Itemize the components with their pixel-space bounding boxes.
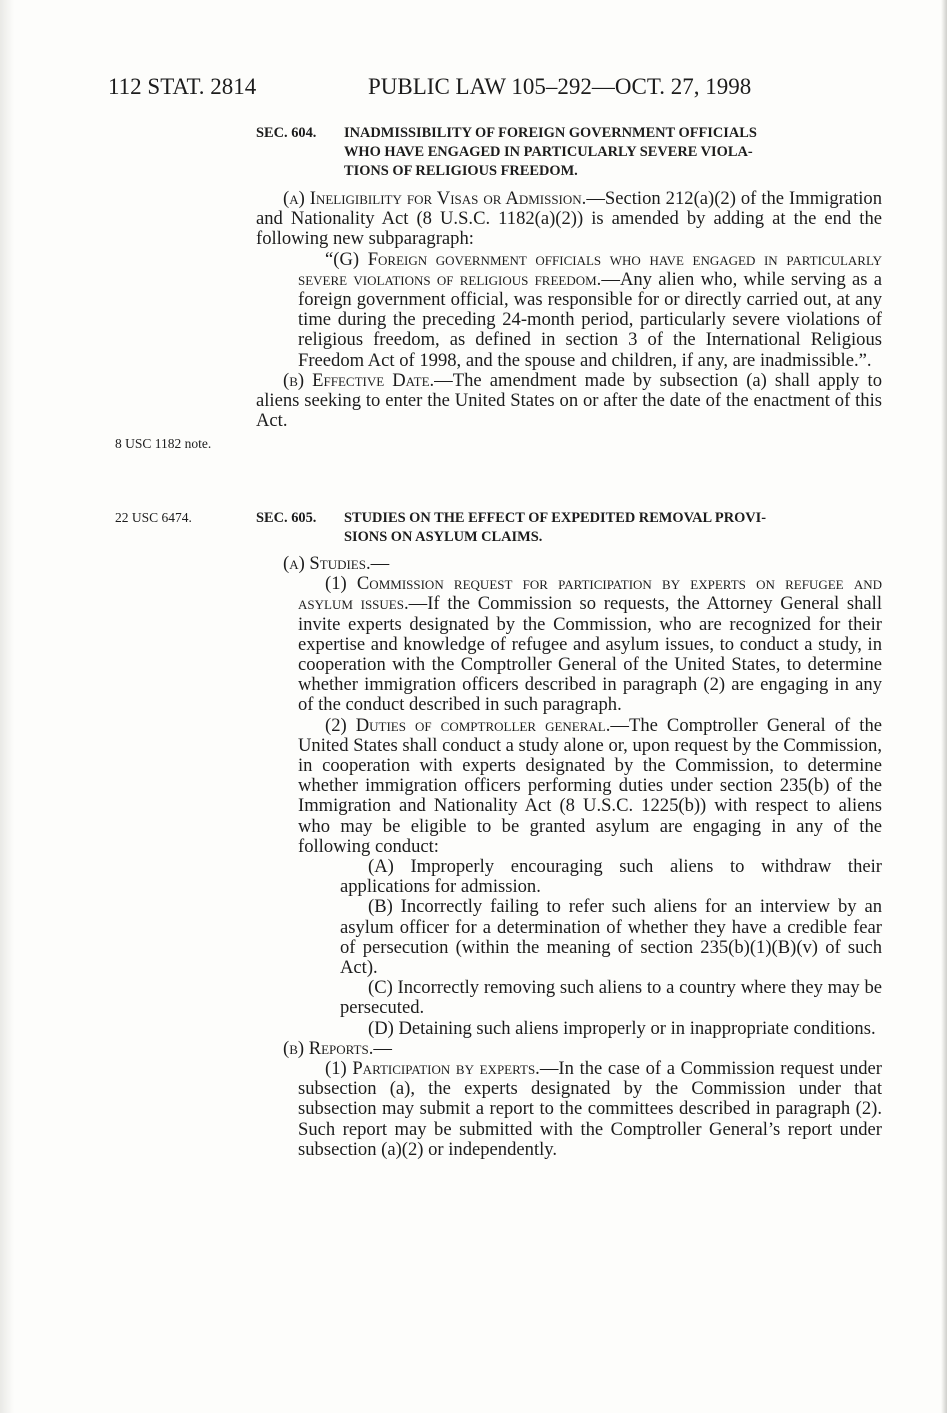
subparagraph-g <box>256 250 882 371</box>
item-c: (C) Incorrectly removing such aliens to a country where they may be persecuted. <box>340 977 882 1019</box>
paragraph-a-2-heading: (2) Duties of comptroller general. <box>325 714 611 736</box>
subsection-604-a-heading: (a) Ineligibility for Visas or Admission. <box>283 188 587 209</box>
subparagraph-g-text: —Any alien who, while serving as a foreign government official, was responsible for or directly carried out, at any time during the preceding 24-month period, particularly severe violations of religious freedom, as defined in section 3 of the International Religious Freedom Act of 1998, and the spouse and children, if any, are inadmissible.”. <box>298 268 882 371</box>
subsection-604-a-text: —Section 212(a)(2) of the Immigration and Nationality Act (8 U.S.C. 1182(a)(2)) is amended by adding at the end the following new subparagraph: <box>256 188 882 250</box>
section-605-title-line-2: SIONS ON ASYLUM CLAIMS. <box>344 529 543 545</box>
item-a: (A) Improperly encouraging such aliens to withdraw their applications for admission. <box>340 856 882 898</box>
paragraph-b-1-text: —In the case of a Commission request under subsection (a), the experts designated by the Commission under that subsection may submit a report to the committees described in paragraph (2). Such report may be submitted with the Comptroller General’s report under subsection (a)(2) or independently. <box>298 1058 882 1160</box>
subsection-604-a <box>256 189 882 250</box>
section-604-heading <box>256 124 884 181</box>
paragraph-a-1-text: —If the Commission so requests, the Attorney General shall invite experts designated by the Commission, who are recognized for their expertise and knowledge of refugee and asylum issues, to conduct a study, in cooperation with the Comptroller General of the United States, to determine whether immigration officers described in paragraph (2) are engaging in any of the conduct described in such paragraph. <box>298 593 882 716</box>
margin-note-8-usc: 8 USC 1182 note. <box>115 436 212 451</box>
paragraph-b-1 <box>256 1059 882 1160</box>
subsection-605-b-heading: (b) Reports.— <box>283 1037 392 1059</box>
running-head <box>108 74 751 100</box>
section-604-body <box>256 189 882 431</box>
paragraph-a-2-text: —The Comptroller General of the United States shall conduct a study alone or, upon request by the Commission, in cooperation with experts designated by the Commission, to determine whether immigration officers performing duties under section 235(b) of the Immigration and Nationality Act (8 U.S.C. 1225(b)) with respect to aliens who may be eligible to be granted asylum are engaging in any of the following conduct: <box>298 714 882 857</box>
scan-shadow-right <box>941 0 947 1413</box>
section-604-number: SEC. 604. <box>256 125 317 141</box>
subparagraph-g-heading: “(G) Foreign government officials who have engaged in particularly severe violations of religious freedom. <box>298 248 882 290</box>
paragraph-a-1 <box>256 574 882 715</box>
paragraph-b-1-heading: (1) Participation by experts. <box>325 1058 540 1080</box>
scan-shadow-left <box>0 0 14 1413</box>
margin-note-22-usc: 22 USC 6474. <box>115 510 192 525</box>
stat-page-number: 112 STAT. 2814 <box>108 74 257 99</box>
section-604-title-line-1: INADMISSIBILITY OF FOREIGN GOVERNMENT OFFICIALS <box>344 125 757 141</box>
section-604-title-line-2: WHO HAVE ENGAGED IN PARTICULARLY SEVERE VIOLA- <box>344 144 753 160</box>
section-605-body <box>256 554 882 1160</box>
subsection-604-b <box>256 371 882 432</box>
subsection-604-b-heading: (b) Effective Date. <box>283 369 435 391</box>
item-d: (D) Detaining such aliens improperly or in inappropriate conditions. <box>368 1017 876 1039</box>
paragraph-a-2 <box>256 716 882 857</box>
section-605-number: SEC. 605. <box>256 510 317 526</box>
subsection-605-a-heading: (a) Studies.— <box>283 553 390 574</box>
item-b: (B) Incorrectly failing to refer such aliens for an interview by an asylum officer for a determination of whether they have a credible fear of persecution (within the meaning of section 235(b)(1)(B)(v) of such Act). <box>340 896 882 979</box>
section-605-heading <box>256 509 884 547</box>
paragraph-a-1-heading: (1) Commission request for participation by experts on refugee and asylum issues. <box>298 573 882 615</box>
section-604-title-line-3: TIONS OF RELIGIOUS FREEDOM. <box>344 163 578 179</box>
section-605-title-line-1: STUDIES ON THE EFFECT OF EXPEDITED REMOVAL PROVI- <box>344 510 767 526</box>
law-citation-date: PUBLIC LAW 105–292—OCT. 27, 1998 <box>368 74 752 99</box>
subsection-604-b-text: —The amendment made by subsection (a) shall apply to aliens seeking to enter the United States on or after the date of the enactment of this Act. <box>256 369 882 432</box>
